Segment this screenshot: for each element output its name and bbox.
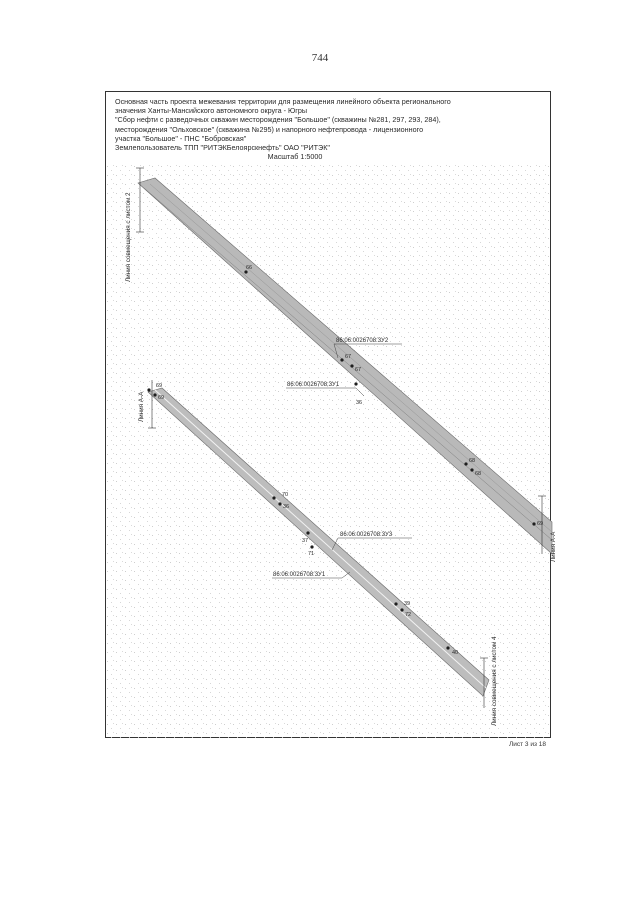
page-number: 744 xyxy=(311,52,329,64)
forest-texture xyxy=(106,162,552,739)
point-number: 68 xyxy=(469,458,476,464)
point-number: 70 xyxy=(282,492,289,498)
parcel-label: 86:06:0026708:3У1 xyxy=(287,382,340,388)
parcel-label: 86:06:0026708:3У1 xyxy=(273,572,326,578)
point-marker xyxy=(394,602,397,605)
point-number: 36 xyxy=(356,400,363,406)
title-line: месторождения "Ольховское" (скважина №295) и напорного нефтепровода - лицензионного xyxy=(115,124,424,134)
point-number: 69 xyxy=(158,395,165,401)
parcel-label: 86:06:0026708:3У3 xyxy=(340,532,393,538)
point-number: 67 xyxy=(345,354,352,360)
point-marker xyxy=(153,393,156,396)
match-line-label: Линия А-А xyxy=(138,391,145,422)
point-marker xyxy=(306,531,309,534)
map-canvas xyxy=(106,92,557,739)
point-marker xyxy=(350,364,353,367)
point-number: 37 xyxy=(302,538,309,544)
point-marker xyxy=(354,382,357,385)
title-line: Землепользователь ТПП "РИТЭКБелоярскнефть" ОАО "РИТЭК" xyxy=(115,143,330,153)
point-marker xyxy=(470,468,473,471)
map-sheet xyxy=(105,91,557,738)
point-marker xyxy=(400,608,403,611)
title-line: Основная часть проекта межевания территории для размещения линейного объекта регионального xyxy=(115,97,451,106)
title-line: участка "Большое" - ПНС "Бобровская" xyxy=(115,133,247,143)
point-marker xyxy=(310,545,313,548)
point-marker xyxy=(532,522,535,525)
point-number: 72 xyxy=(405,612,412,618)
parcel-label: 86:06:0026708:3У2 xyxy=(336,338,389,344)
point-number: 36 xyxy=(283,504,290,510)
sheet-number: Лист 3 из 18 xyxy=(509,741,546,748)
point-marker xyxy=(147,388,150,391)
point-number: 69 xyxy=(537,521,544,527)
title-line: значения Ханты-Мансийского автономного округа - Югры xyxy=(115,106,308,116)
point-marker xyxy=(278,502,281,505)
match-line-label: Линия совмещения с листом 4 xyxy=(491,636,498,726)
title-line: "Сбор нефти с разведочных скважин месторождения "Большое" (скважины №281, 297, 293, 284), xyxy=(115,115,441,125)
point-marker xyxy=(272,496,275,499)
point-number: 69 xyxy=(156,383,163,389)
match-line-label: Линия совмещения с листом 2 xyxy=(125,192,132,282)
point-marker xyxy=(464,462,467,465)
point-number: 66 xyxy=(246,265,253,271)
point-number: 40 xyxy=(452,650,459,656)
point-marker xyxy=(446,646,449,649)
point-marker xyxy=(340,358,343,361)
map-scale: Масштаб 1:5000 xyxy=(267,152,323,162)
match-line-label: Линия А-А xyxy=(550,531,557,562)
point-number: 67 xyxy=(355,367,362,373)
point-number: 71 xyxy=(308,551,315,557)
point-number: 68 xyxy=(475,471,482,477)
point-number: 39 xyxy=(404,601,411,607)
